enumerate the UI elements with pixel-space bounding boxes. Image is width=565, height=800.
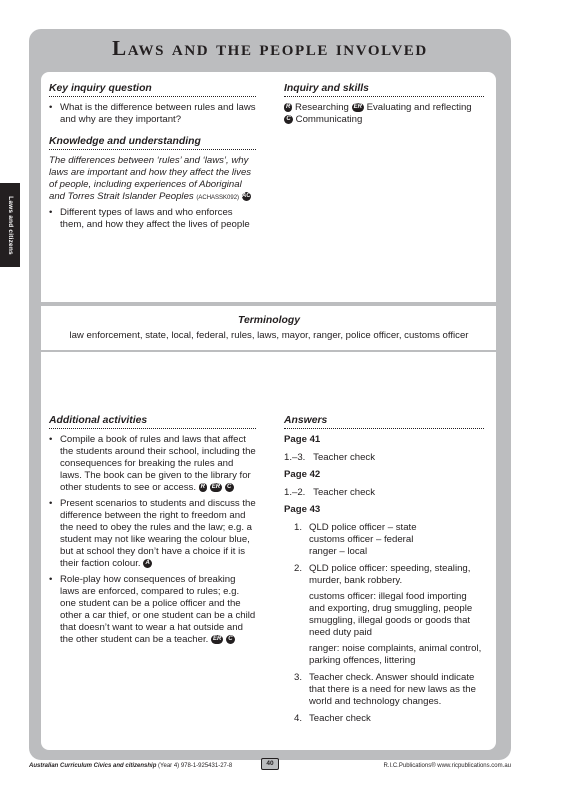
page-41-label: Page 41 — [284, 434, 321, 445]
answer-item: 3. Teacher check. Answer should indicate that there is a need for new laws as the world and technology changes. — [294, 672, 476, 707]
evaluating-badge-icon: ER — [211, 483, 221, 490]
activity-item: • Compile a book of rules and laws that affect the students around their school, including the consequences for breaking the rules and laws. The book can be given to the library for other students to see or access. R ER C — [49, 434, 256, 494]
researching-badge-icon: R — [286, 103, 291, 110]
answer-item: 2. QLD police officer: speeding, stealing, murder, bank robbery. customs officer: illegal food importing and exporting, drug smuggling, people smuggling, illegal goods or goods that need duty paid ranger: noise complaints, animal control, parking offences, littering — [294, 563, 482, 666]
page-title: Laws and the people involved — [112, 36, 428, 60]
page-42-label: Page 42 — [284, 469, 321, 480]
answers-column — [284, 415, 484, 730]
key-inquiry-item: • What is the difference between rules and laws and why are they important? — [49, 102, 256, 126]
activity-item: • Role-play how consequences of breaking laws are enforced, compared to rules; e.g. one student can be a police officer and the other a car thief, or one student can be a child that doesn’t want to wear a hat outside and the other student can be a teacher. ER C — [49, 574, 256, 646]
right-top-column — [284, 83, 484, 126]
side-tab-label: Laws and citizens — [6, 195, 14, 255]
knowledge-intro: The differences between ‘rules’ and ‘laws’, why laws are important and how they affect the lives of people, including experiences of Aboriginal and Torres Strait Islander Peoples (ACHASSK092) AC — [49, 155, 252, 202]
terminology-section — [49, 315, 489, 342]
terminology-heading: Terminology — [238, 315, 300, 326]
footer-left: Australian Curriculum Civics and citizenship (Year 4) 978-1-925431-27-8 — [29, 763, 233, 769]
left-top-column — [49, 83, 256, 235]
footer-right: R.I.C.Publications® www.ricpublications.com.au — [383, 763, 511, 769]
communicating-badge-icon: C — [225, 483, 234, 492]
skills-line-2: C Communicating — [284, 114, 484, 126]
evaluating-badge-icon: ER — [212, 635, 222, 642]
communicating-badge-icon: C — [226, 635, 235, 644]
analysing-badge-icon: A — [143, 559, 152, 568]
activity-item: • Present scenarios to students and discuss the difference between the right to freedom and the need to obey the rules and the law; e.g. a student may not like wearing the colour blue, but at school they don’t have a choice if it is their faction colour. A — [49, 498, 256, 570]
communicating-badge-icon: C — [284, 115, 293, 124]
knowledge-item: • Different types of laws and who enforces them, and how they affect the lives of people — [49, 207, 256, 231]
answer-item: 4. Teacher check — [294, 713, 371, 724]
side-tab — [0, 183, 20, 267]
additional-activities-column — [49, 415, 256, 650]
ac-badge-icon: AC — [241, 192, 251, 199]
page-41-answer: 1.–3. Teacher check — [284, 452, 376, 463]
answers-heading: Answers — [284, 415, 484, 429]
skills-line-1: R Researching ER Evaluating and reflecting — [286, 102, 472, 113]
page-42-answer: 1.–2. Teacher check — [284, 487, 376, 498]
page-43-label: Page 43 — [284, 504, 321, 515]
inquiry-skills-heading: Inquiry and skills — [284, 83, 484, 97]
key-inquiry-heading: Key inquiry question — [49, 83, 256, 97]
terminology-text: law enforcement, state, local, federal, rules, laws, mayor, ranger, police officer, customs officer — [69, 330, 469, 341]
knowledge-heading: Knowledge and understanding — [49, 136, 256, 150]
evaluating-badge-icon: ER — [353, 103, 362, 110]
answer-item: 1. QLD police officer – state customs officer – federal ranger – local — [294, 522, 417, 557]
curriculum-code: (ACHASSK092) — [196, 195, 240, 201]
researching-badge-icon: R — [200, 483, 206, 490]
additional-heading: Additional activities — [49, 415, 256, 429]
page-number: 40 — [261, 758, 279, 770]
